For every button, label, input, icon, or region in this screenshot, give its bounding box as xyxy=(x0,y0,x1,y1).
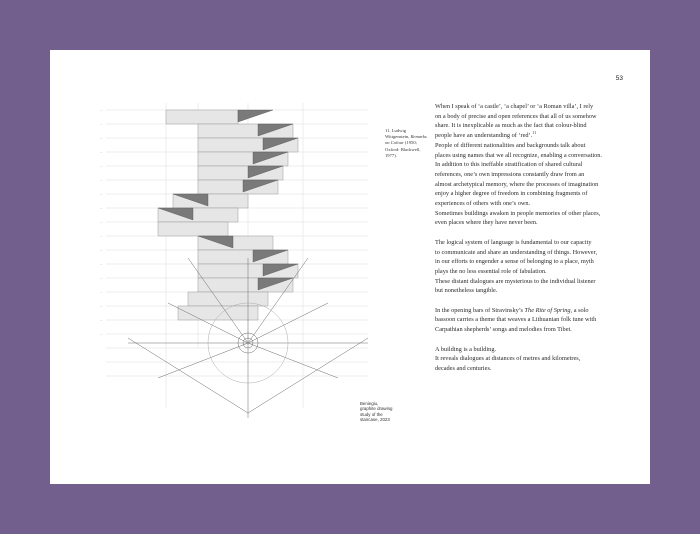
svg-text:—: — xyxy=(100,193,103,196)
paragraph-3: In the opening bars of Stravinsky’s The Rite of Spring, a solo bassoon carries a theme that weaves a Lithuanian folk tune with Carpathian shepherds’ songs and melodies from Tibet. xyxy=(435,306,597,334)
footnote-author: Ludwig Wittgenstein, xyxy=(385,128,410,140)
paragraph-1: When I speak of ‘a castle’, ‘a chapel’ or ‘a Roman villa’, I rely on a body of precise and open references that all of us somehow share. It is inexplicable as much as the fact that colour-blind people have an understanding of ‘red’.$^{11}$ People of different nationalities and backgrounds talk about places using names that we all recognize, enabling a conversation. In addition to this ineffable stratification of shared cultural references, one’s own impressions constantly draw from an almost archetypical memory, where the processes of imagination enjoy a higher degree of freedom in combining fragments of experiences of others with one’s own. Sometimes buildings awaken in people memories of other places, even places where they have never been. xyxy=(435,103,602,227)
caption-line: graphite drawing xyxy=(360,406,393,412)
svg-text:—: — xyxy=(100,109,103,112)
svg-text:—: — xyxy=(100,221,103,224)
paragraph-2: The logical system of language is fundamental to our capacity to communicate and share an understanding of things. However, in our efforts to engender a sense of belonging to a place, myth plays the no less essential role of fabulation. These distant dialogues are mysterious to the individual listener but nonetheless tangible. xyxy=(435,238,598,295)
svg-text:—: — xyxy=(100,179,103,182)
caption-line: Beniegiu, xyxy=(360,401,379,406)
caption-line: staircase, 2023 xyxy=(360,417,390,423)
footnote-title: Remarks on Colour xyxy=(385,134,427,146)
svg-text:—: — xyxy=(100,333,103,336)
caption-line: study of the xyxy=(360,411,383,417)
footnote-reference: 11 xyxy=(532,130,537,136)
svg-text:—: — xyxy=(100,151,103,154)
svg-text:—: — xyxy=(100,305,103,308)
footnote-marker: 11. xyxy=(385,128,391,133)
svg-text:—: — xyxy=(100,123,103,126)
svg-text:—: — xyxy=(100,291,103,294)
body-text xyxy=(435,102,640,383)
footnote-publication: (1950; Oxford: Blackwell, 1977). xyxy=(385,140,421,158)
footnote xyxy=(385,128,431,159)
figure-caption xyxy=(360,401,396,423)
page-number: 53 xyxy=(615,75,623,82)
svg-text:—: — xyxy=(100,137,103,140)
staircase-drawing xyxy=(98,98,378,423)
svg-text:—: — xyxy=(100,165,103,168)
svg-text:—: — xyxy=(100,277,103,280)
svg-text:—: — xyxy=(100,235,103,238)
work-title: The Rite of Spring xyxy=(524,306,571,314)
svg-text:—: — xyxy=(100,319,103,322)
paragraph-4: A building is a building. It reveals dialogues at distances of metres and kilometres, decades and centuries. xyxy=(435,345,581,372)
svg-text:—: — xyxy=(100,263,103,266)
book-spread xyxy=(50,50,650,484)
svg-text:—: — xyxy=(100,207,103,210)
svg-text:—: — xyxy=(100,249,103,252)
